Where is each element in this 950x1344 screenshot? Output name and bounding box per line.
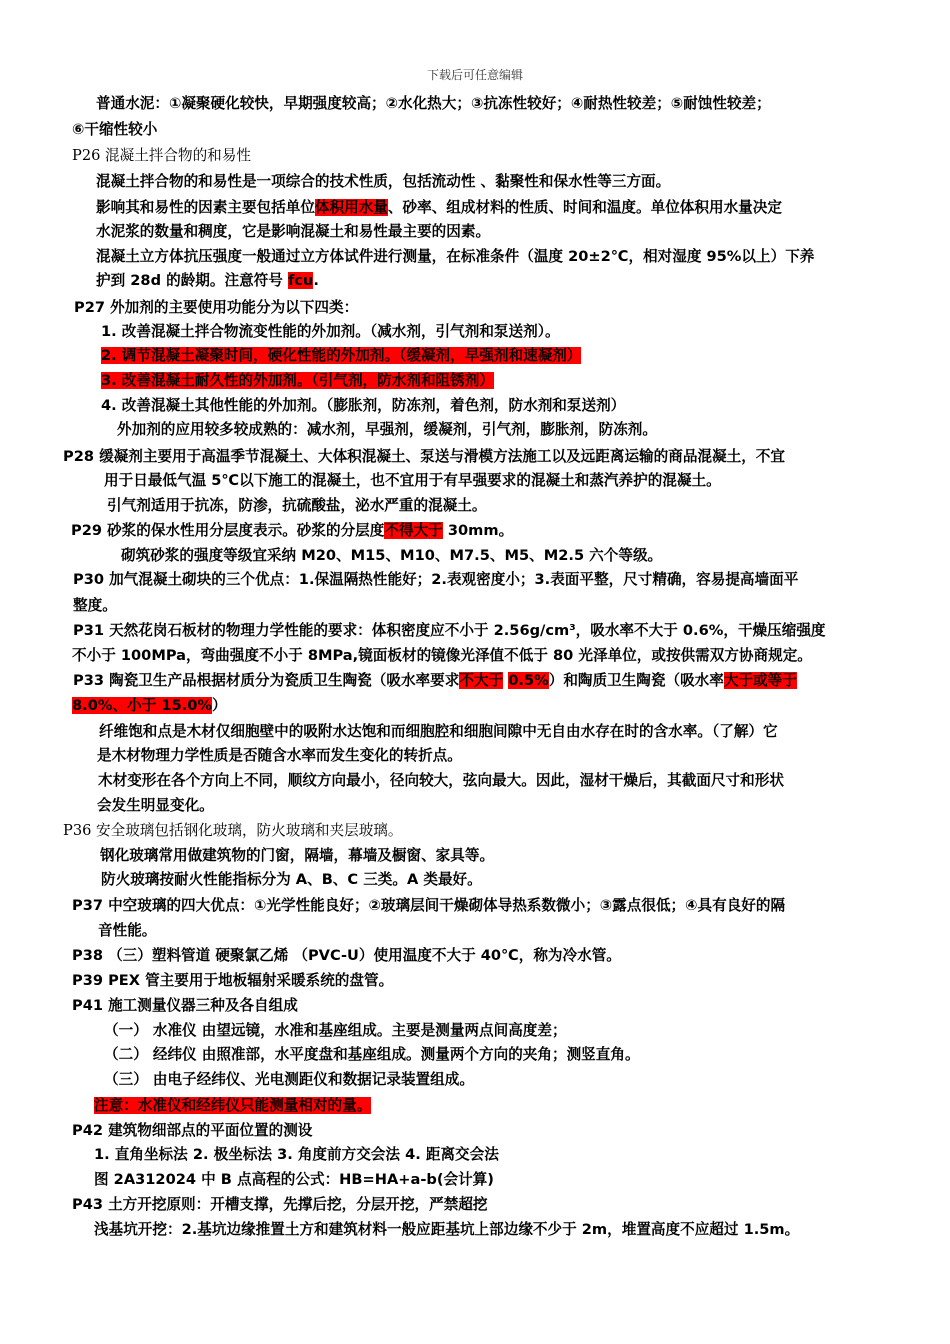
text-line — [94, 1145, 499, 1165]
text-line — [72, 146, 251, 166]
text-line — [101, 371, 494, 391]
text-run: P31 天然花岗石板材的物理力学性能的要求：体积密度应不小于 2.56g/cm³，吸水率不大于 0.6%，干燥压缩强度 — [73, 622, 826, 639]
text-run: 引气剂适用于抗冻，防渗，抗硫酸盐，泌水严重的混凝土。 — [107, 497, 487, 514]
text-line — [63, 447, 785, 467]
text-run: P38 （三）塑料管道 硬聚氯乙烯 （PVC-U）使用温度不大于 40℃，称为冷水管。 — [72, 947, 621, 964]
text-line — [74, 298, 358, 318]
text-run: P29 砂浆的保水性用分层度表示。砂浆的分层度 — [71, 522, 385, 539]
text-line — [72, 971, 393, 991]
text-line — [101, 346, 581, 366]
text-line — [72, 946, 621, 966]
text-line — [96, 172, 670, 192]
text-line — [98, 771, 784, 791]
text-run: 水泥浆的数量和稠度，它是影响混凝土和易性最主要的因素。 — [96, 223, 491, 240]
text-run: 图 2A312024 中 B 点高程的公式：HB=HA+a-b(会计算) — [94, 1171, 494, 1188]
text-line — [96, 222, 490, 242]
text-run: ）和陶质卫生陶瓷（吸水率 — [548, 672, 724, 689]
text-line — [121, 546, 662, 566]
text-run: 木材变形在各个方向上不同，顺纹方向最小，径向较大，弦向最大。因此，湿材干燥后，其截面尺寸和形状 — [98, 772, 784, 789]
text-run: 用于日最低气温 5℃以下施工的混凝土，也不宜用于有早强要求的混凝土和蒸汽养护的混凝土。 — [104, 472, 721, 489]
highlighted-text: 不得大于 — [384, 522, 443, 539]
text-run: 影响其和易性的因素主要包括单位 — [96, 199, 315, 216]
text-run: 1. 直角坐标法 2. 极坐标法 3. 角度前方交会法 4. 距离交会法 — [94, 1146, 499, 1163]
text-run: 30mm。 — [442, 522, 514, 539]
text-run: 混凝土拌合物的和易性是一项综合的技术性质，包括流动性 、黏聚性和保水性等三方面。 — [96, 173, 671, 190]
text-run: . — [313, 272, 319, 289]
text-run: 浅基坑开挖：2.基坑边缘推置土方和建筑材料一般应距基坑上部边缘不少于 2m，堆置高度不应超过 1.5m。 — [94, 1221, 800, 1238]
text-run: 音性能。 — [98, 922, 157, 939]
text-line — [96, 247, 814, 267]
highlighted-text: 3. 改善混凝土耐久性的外加剂。（引气剂，防水剂和阻锈剂） — [101, 372, 494, 389]
text-line — [98, 921, 156, 941]
text-run: P26 混凝土拌合物的和易性 — [72, 147, 251, 164]
text-run: ） — [211, 697, 227, 714]
text-run: 砌筑砂浆的强度等级宜采纳 M20、M15、M10、M7.5、M5、M2.5 六个等级。 — [121, 547, 663, 564]
text-line — [72, 120, 157, 140]
text-line — [104, 1021, 567, 1041]
text-line — [94, 1220, 799, 1240]
text-run: 1. 改善混凝土拌合物流变性能的外加剂。（减水剂，引气剂和泵送剂）。 — [101, 323, 560, 340]
highlighted-text: 注意：水准仪和经纬仪只能测量相对的量。 — [94, 1097, 372, 1114]
text-run: 纤维饱和点是木材仅细胞壁中的吸附水达饱和而细胞腔和细胞间隙中无自由水存在时的含水率。（了解）它 — [99, 723, 778, 740]
text-line — [73, 671, 797, 691]
text-line — [72, 1121, 312, 1141]
text-line — [101, 322, 560, 342]
text-line — [72, 996, 298, 1016]
text-line — [73, 596, 117, 616]
text-line — [71, 521, 513, 541]
text-line — [72, 646, 812, 666]
text-line — [99, 722, 778, 742]
text-line — [73, 570, 798, 590]
text-run: ⑥干缩性较小 — [72, 121, 158, 138]
text-run: P41 施工测量仪器三种及各自组成 — [72, 997, 298, 1014]
text-line — [97, 796, 214, 816]
text-run: （三） 由电子经纬仪、光电测距仪和数据记录装置组成。 — [104, 1071, 474, 1088]
text-line — [100, 846, 494, 866]
text-run: 不小于 100MPa，弯曲强度不小于 8MPa,镜面板材的镜像光泽值不低于 80 光泽单位，或按供需双方协商规定。 — [72, 647, 812, 664]
text-run: P36 安全玻璃包括钢化玻璃，防火玻璃和夹层玻璃。 — [63, 822, 403, 839]
highlighted-text: 不大于 — [459, 672, 504, 689]
text-run: （一） 水准仪 由望远镜，水准和基座组成。主要是测量两点间高度差； — [104, 1022, 567, 1039]
page-header: 下载后可任意编辑 — [426, 68, 523, 82]
highlighted-text: 大于或等于 — [723, 672, 797, 689]
text-line — [72, 696, 227, 716]
highlighted-text: 8.0%、小于 15.0% — [72, 697, 212, 714]
text-run: P33 陶瓷卫生产品根据材质分为瓷质卫生陶瓷（吸水率要求 — [73, 672, 460, 689]
text-run: 是木材物理力学性质是否随含水率而发生变化的转折点。 — [97, 747, 462, 764]
text-line — [72, 896, 785, 916]
text-line — [94, 1096, 371, 1116]
text-run: P30 加气混凝土砌块的三个优点：1.保温隔热性能好；2.表观密度小；3.表面平整，尺寸精确，容易提高墙面平 — [73, 571, 799, 588]
text-run: 防火玻璃按耐火性能指标分为 A、B、C 三类。A 类最好。 — [101, 871, 482, 888]
text-run: 钢化玻璃常用做建筑物的门窗，隔墙，幕墙及橱窗、家具等。 — [100, 847, 495, 864]
text-run: P28 缓凝剂主要用于高温季节混凝土、大体积混凝土、泵送与滑模方法施工以及远距离运输的商品混凝土，不宜 — [63, 448, 785, 465]
text-line — [101, 870, 482, 890]
text-line — [72, 1195, 488, 1215]
highlighted-text: 体积用水量 — [314, 199, 388, 216]
text-run: P27 外加剂的主要使用功能分为以下四类： — [74, 299, 359, 316]
highlighted-text: 0.5% — [508, 672, 549, 689]
text-run: （二） 经纬仪 由照准部，水平度盘和基座组成。测量两个方向的夹角；测竖直角。 — [104, 1046, 640, 1063]
text-line — [104, 471, 721, 491]
text-line — [101, 396, 625, 416]
text-run: P39 PEX 管主要用于地板辐射采暖系统的盘管。 — [72, 972, 394, 989]
text-run: P42 建筑物细部点的平面位置的测设 — [72, 1122, 313, 1139]
text-line — [104, 1045, 640, 1065]
text-line — [94, 1170, 494, 1190]
text-run: 护到 28d 的龄期。注意符号 — [96, 272, 288, 289]
text-run: P37 中空玻璃的四大优点：①光学性能良好；②玻璃层间干燥砌体导热系数微小；③露点很低；④具有良好的隔 — [72, 897, 786, 914]
text-line — [97, 746, 462, 766]
text-run: 外加剂的应用较多较成熟的：减水剂，早强剂，缓凝剂，引气剂，膨胀剂，防冻剂。 — [117, 421, 657, 438]
text-line — [104, 1070, 474, 1090]
text-line — [96, 94, 771, 114]
text-line — [73, 621, 826, 641]
text-run: 4. 改善混凝土其他性能的外加剂。（膨胀剂，防冻剂，着色剂，防水剂和泵送剂） — [101, 397, 626, 414]
text-line — [96, 271, 319, 291]
text-run: P43 土方开挖原则：开槽支撑，先撑后挖，分层开挖，严禁超挖 — [72, 1196, 488, 1213]
text-run: 会发生明显变化。 — [97, 797, 214, 814]
text-line — [96, 198, 782, 218]
text-line — [107, 496, 486, 516]
text-line — [63, 821, 403, 841]
text-run: 、砂率、组成材料的性质、时间和温度。单位体积用水量决定 — [387, 199, 782, 216]
text-run: 普通水泥：①凝聚硬化较快，早期强度较高；②水化热大；③抗冻性较好；④耐热性较差；⑤耐蚀性较差； — [96, 95, 771, 112]
text-run: 整度。 — [73, 597, 117, 614]
text-line — [117, 420, 657, 440]
highlighted-text: 2. 调节混凝土凝聚时间，硬化性能的外加剂。（缓凝剂，早强剂和速凝剂） — [101, 347, 582, 364]
highlighted-text: fcu — [287, 272, 314, 289]
text-run: 混凝土立方体抗压强度一般通过立方体试件进行测量，在标准条件（温度 20±2℃，相对湿度 95%以上）下养 — [96, 248, 815, 265]
